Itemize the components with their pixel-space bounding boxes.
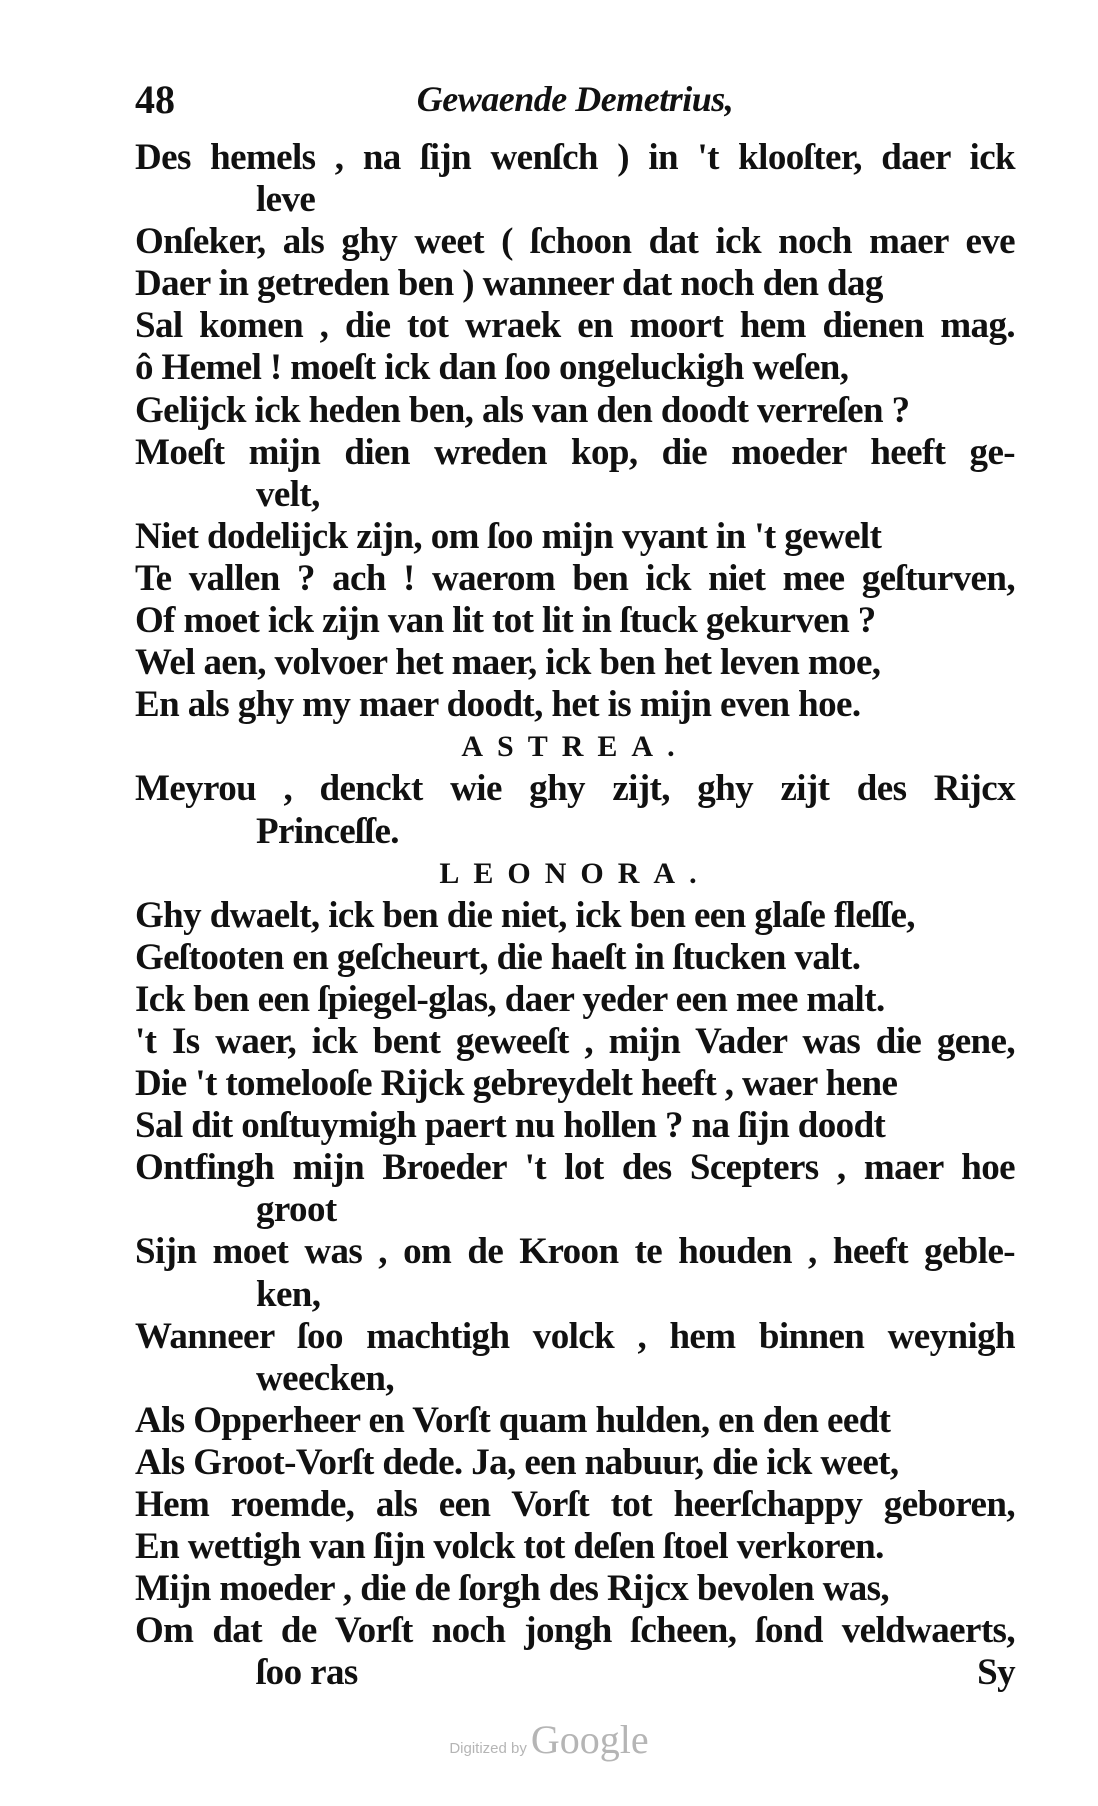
speaker-name-leonora: LEONORA. (439, 856, 711, 890)
verse-line: Geſtooten en geſcheurt, die haeſt in ſtucken valt. (135, 936, 861, 978)
catchword: Sy (977, 1652, 1015, 1694)
verse-line: Ontfingh mijn Broeder 't lot des Scepters , maer hoe (135, 1147, 1015, 1189)
verse-line: Moeſt mijn dien wreden kop, die moeder heeft ge- (135, 431, 1015, 473)
verse-line: Sal komen , die tot wraek en moort hem dienen mag. (135, 305, 1015, 347)
verse-line: Mijn moeder , die de ſorgh des Rijcx bevolen was, (135, 1568, 890, 1610)
digitized-by-google-watermark (0, 1716, 1098, 1763)
verse-line: Te vallen ? ach ! waerom ben ick niet mee geſturven, (135, 557, 1015, 599)
verse-line: En wettigh van ſijn volck tot deſen ſtoel verkoren. (135, 1526, 884, 1568)
verse-line-continuation: weecken, (256, 1357, 395, 1399)
verse-line-continuation: groot (256, 1189, 337, 1231)
watermark-brand: Google (530, 1717, 649, 1762)
verse-line-continuation: leve (256, 179, 316, 221)
verse-line: Als Groot-Vorſt dede. Ja, een nabuur, die ick weet, (135, 1441, 899, 1483)
verse-line: Gelijck ick heden ben, als van den doodt verreſen ? (135, 389, 910, 431)
verse-line: Of moet ick zijn van lit tot lit in ſtuck gekurven ? (135, 600, 876, 642)
verse-line: ô Hemel ! moeſt ick dan ſoo ongeluckigh weſen, (135, 347, 849, 389)
verse-line: Meyrou , denckt wie ghy zijt, ghy zijt des Rijcx (135, 768, 1015, 810)
verse-line: Onſeker, als ghy weet ( ſchoon dat ick noch maer eve (135, 221, 1015, 263)
verse-line-continuation: ken, (256, 1273, 321, 1315)
verse-line: Sijn moet was , om de Kroon te houden , heeft geble- (135, 1231, 1015, 1273)
watermark-prefix: Digitized by (449, 1740, 527, 1757)
verse-line: Daer in getreden ben ) wanneer dat noch den dag (135, 263, 883, 305)
verse-text (135, 137, 1015, 1694)
verse-line: Ghy dwaelt, ick ben die niet, ick ben een glaſe fleſſe, (135, 894, 915, 936)
running-title: Gewaende Demetrius, (416, 79, 734, 119)
page-header (135, 76, 1015, 126)
verse-line: Om dat de Vorſt noch jongh ſcheen, ſond veldwaerts, (135, 1610, 1015, 1652)
verse-line: Wel aen, volvoer het maer, ick ben het leven moe, (135, 642, 881, 684)
verse-line: Die 't tomelooſe Rijck gebreydelt heeft , waer hene (135, 1063, 898, 1105)
speaker-name-astrea: ASTREA. (461, 730, 689, 764)
page-number: 48 (135, 77, 175, 122)
verse-line: Ick ben een ſpiegel-glas, daer yeder een mee malt. (135, 978, 885, 1020)
verse-line: Wanneer ſoo machtigh volck , hem binnen weynigh (135, 1315, 1015, 1357)
verse-line-continuation: velt, (256, 473, 320, 515)
verse-line-last (135, 1652, 1015, 1694)
verse-line: Des hemels , na ſijn wenſch ) in 't klooſter, daer ick (135, 137, 1015, 178)
verse-line: Niet dodelijck zijn, om ſoo mijn vyant in 't gewelt (135, 515, 882, 557)
verse-line: Als Opperheer en Vorſt quam hulden, en den eedt (135, 1399, 891, 1441)
verse-line: En als ghy my maer doodt, het is mijn even hoe. (135, 684, 861, 726)
verse-line: Hem roemde, als een Vorſt tot heerſchappy geboren, (135, 1484, 1015, 1525)
verse-line-continuation: Princeſſe. (256, 810, 399, 852)
verse-line: Sal dit onſtuymigh paert nu hollen ? na ſijn doodt (135, 1105, 886, 1147)
verse-line-continuation: ſoo ras (256, 1652, 358, 1694)
verse-line: 't Is waer, ick bent geweeſt , mijn Vader was die gene, (135, 1020, 1015, 1062)
